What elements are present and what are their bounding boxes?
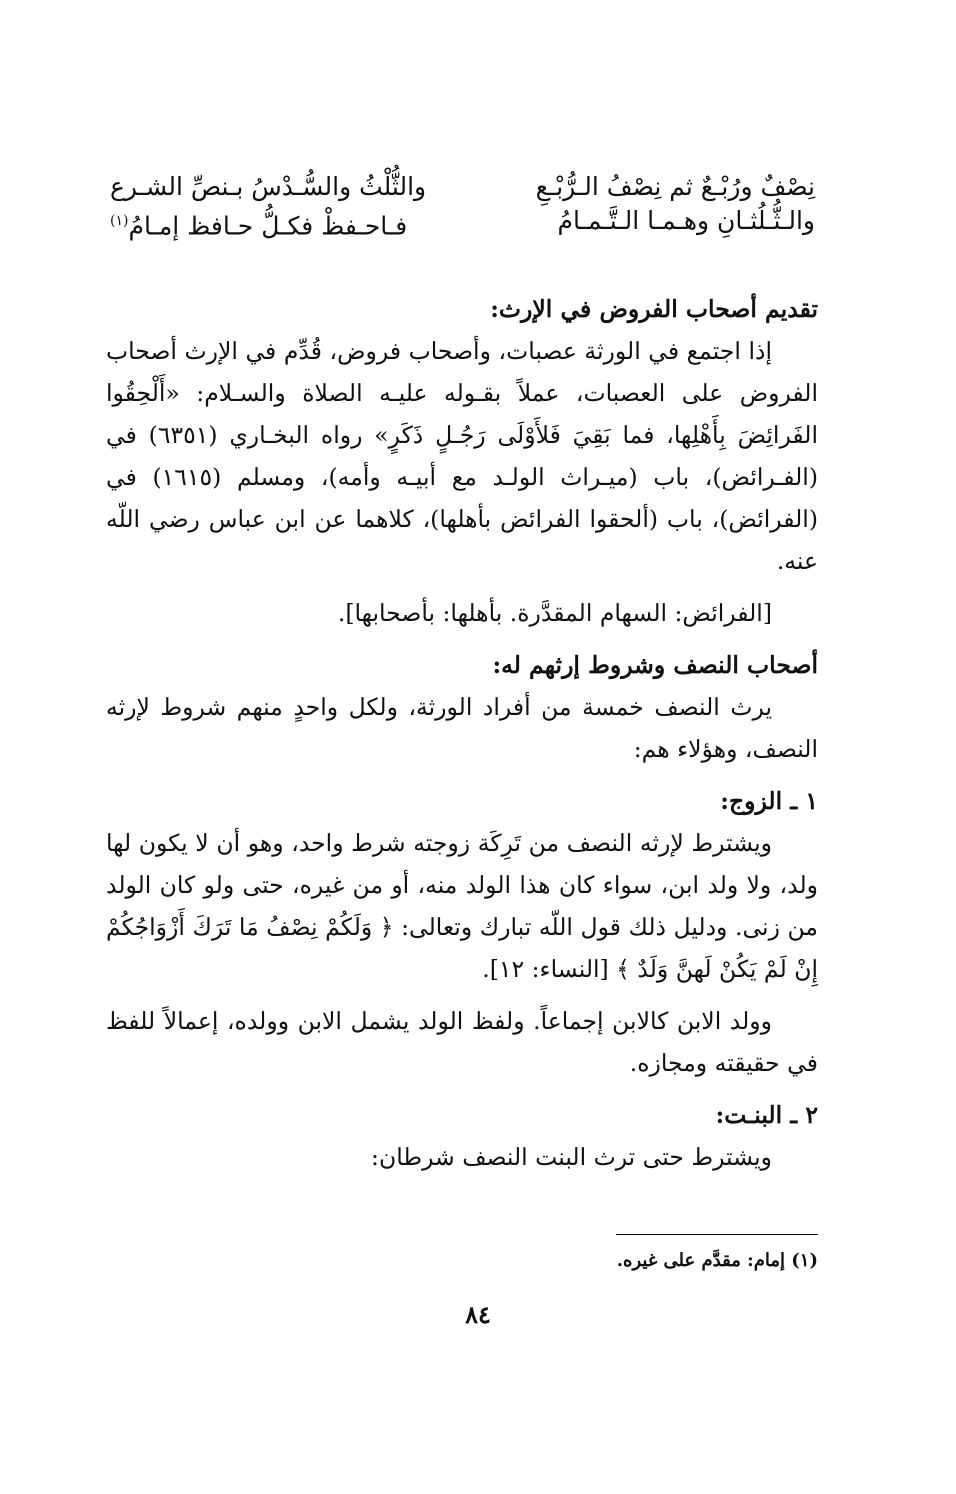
body-text	[106, 282, 818, 1178]
page-number: ٨٤	[465, 1300, 491, 1329]
poem-hemistich-text: فـاحـفظْ فكـلُّ حـافظ إمـامُ	[128, 211, 408, 241]
paragraph: إذا اجتمع في الورثة عصبات، وأصحاب فروض، قُدِّم في الإرث أصحاب الفروض على العصبات، عملاً بقـوله عليـه الصلاة والسـلام: «أَلْحِقُوا الفَرائِضَ بِأَهْلِها، فما بَقِيَ فَلأَوْلَى رَجُـلٍ ذَكَرٍ» رواه البخـاري (٦٣٥١) في (الفـرائض)، باب (ميـراث الولـد مع أبيـه وأمه)، ومسلم (١٦١٥) في (الفرائض)، باب (ألحقوا الفرائض بأهلها)، كلاهما عن ابن عباس رضي اللّه عنه.	[106, 337, 818, 575]
poem-hemistich: نِصْفٌ ورُبْـعٌ ثم نِصْفُ الـرُّبْـعِ	[535, 172, 815, 201]
poem-verses	[110, 170, 815, 243]
footnote-marker: (١)	[110, 213, 129, 229]
poem-line	[110, 170, 815, 204]
footnote: (١) إمام: مقدَّم على غيره.	[616, 1250, 818, 1271]
section-heading: ١ ـ الزوج:	[720, 787, 818, 815]
paragraph: يرث النصف خمسة من أفراد الورثة، ولكل واحدٍ منهم شروط لإرثه النصف، وهؤلاء هم:	[106, 693, 818, 763]
paragraph: ويشترط حتى ترث البنت النصف شرطان:	[371, 1143, 772, 1171]
paragraph: وولد الابن كالابن إجماعاً. ولفظ الولد يشمل الابن وولده، إعمالاً للفظ في حقيقته ومجازه.	[106, 1007, 818, 1077]
poem-hemistich: والـثُّـلُثـانِ وهـمـا الـتَّـمـامُ	[557, 206, 815, 235]
poem-hemistich: والثُّلْثُ والسُّـدْسُ بـنصِّ الشـرع	[110, 172, 427, 201]
footnote-divider	[616, 1234, 818, 1235]
gloss-note: [الفرائض: السهام المقدَّرة. بأهلها: بأصحابها].	[337, 599, 772, 627]
poem-line	[110, 204, 815, 243]
paragraph: ويشترط لإرثه النصف من تَرِكَة زوجته شرط واحد، وهو أن لا يكون لها ولد، ولا ولد ابن، سواء كان هذا الولد منه، أو من غيره، حتى ولو كان الولد من زنى. ودليل ذلك قول اللّه تبارك وتعالى: ﴿ وَلَكُمْ نِصْفُ مَا تَرَكَ أَزْوَاجُكُمْ إِنْ لَمْ يَكُنْ لَهنَّ وَلَدٌ ﴾ [النساء: ١٢].	[106, 829, 818, 983]
poem-hemistich	[110, 204, 407, 243]
section-heading: أصحاب النصف وشروط إرثهم له:	[492, 651, 818, 679]
section-heading: ٢ ـ البنـت:	[715, 1101, 818, 1129]
section-heading: تقديم أصحاب الفروض في الإرث:	[490, 295, 818, 323]
